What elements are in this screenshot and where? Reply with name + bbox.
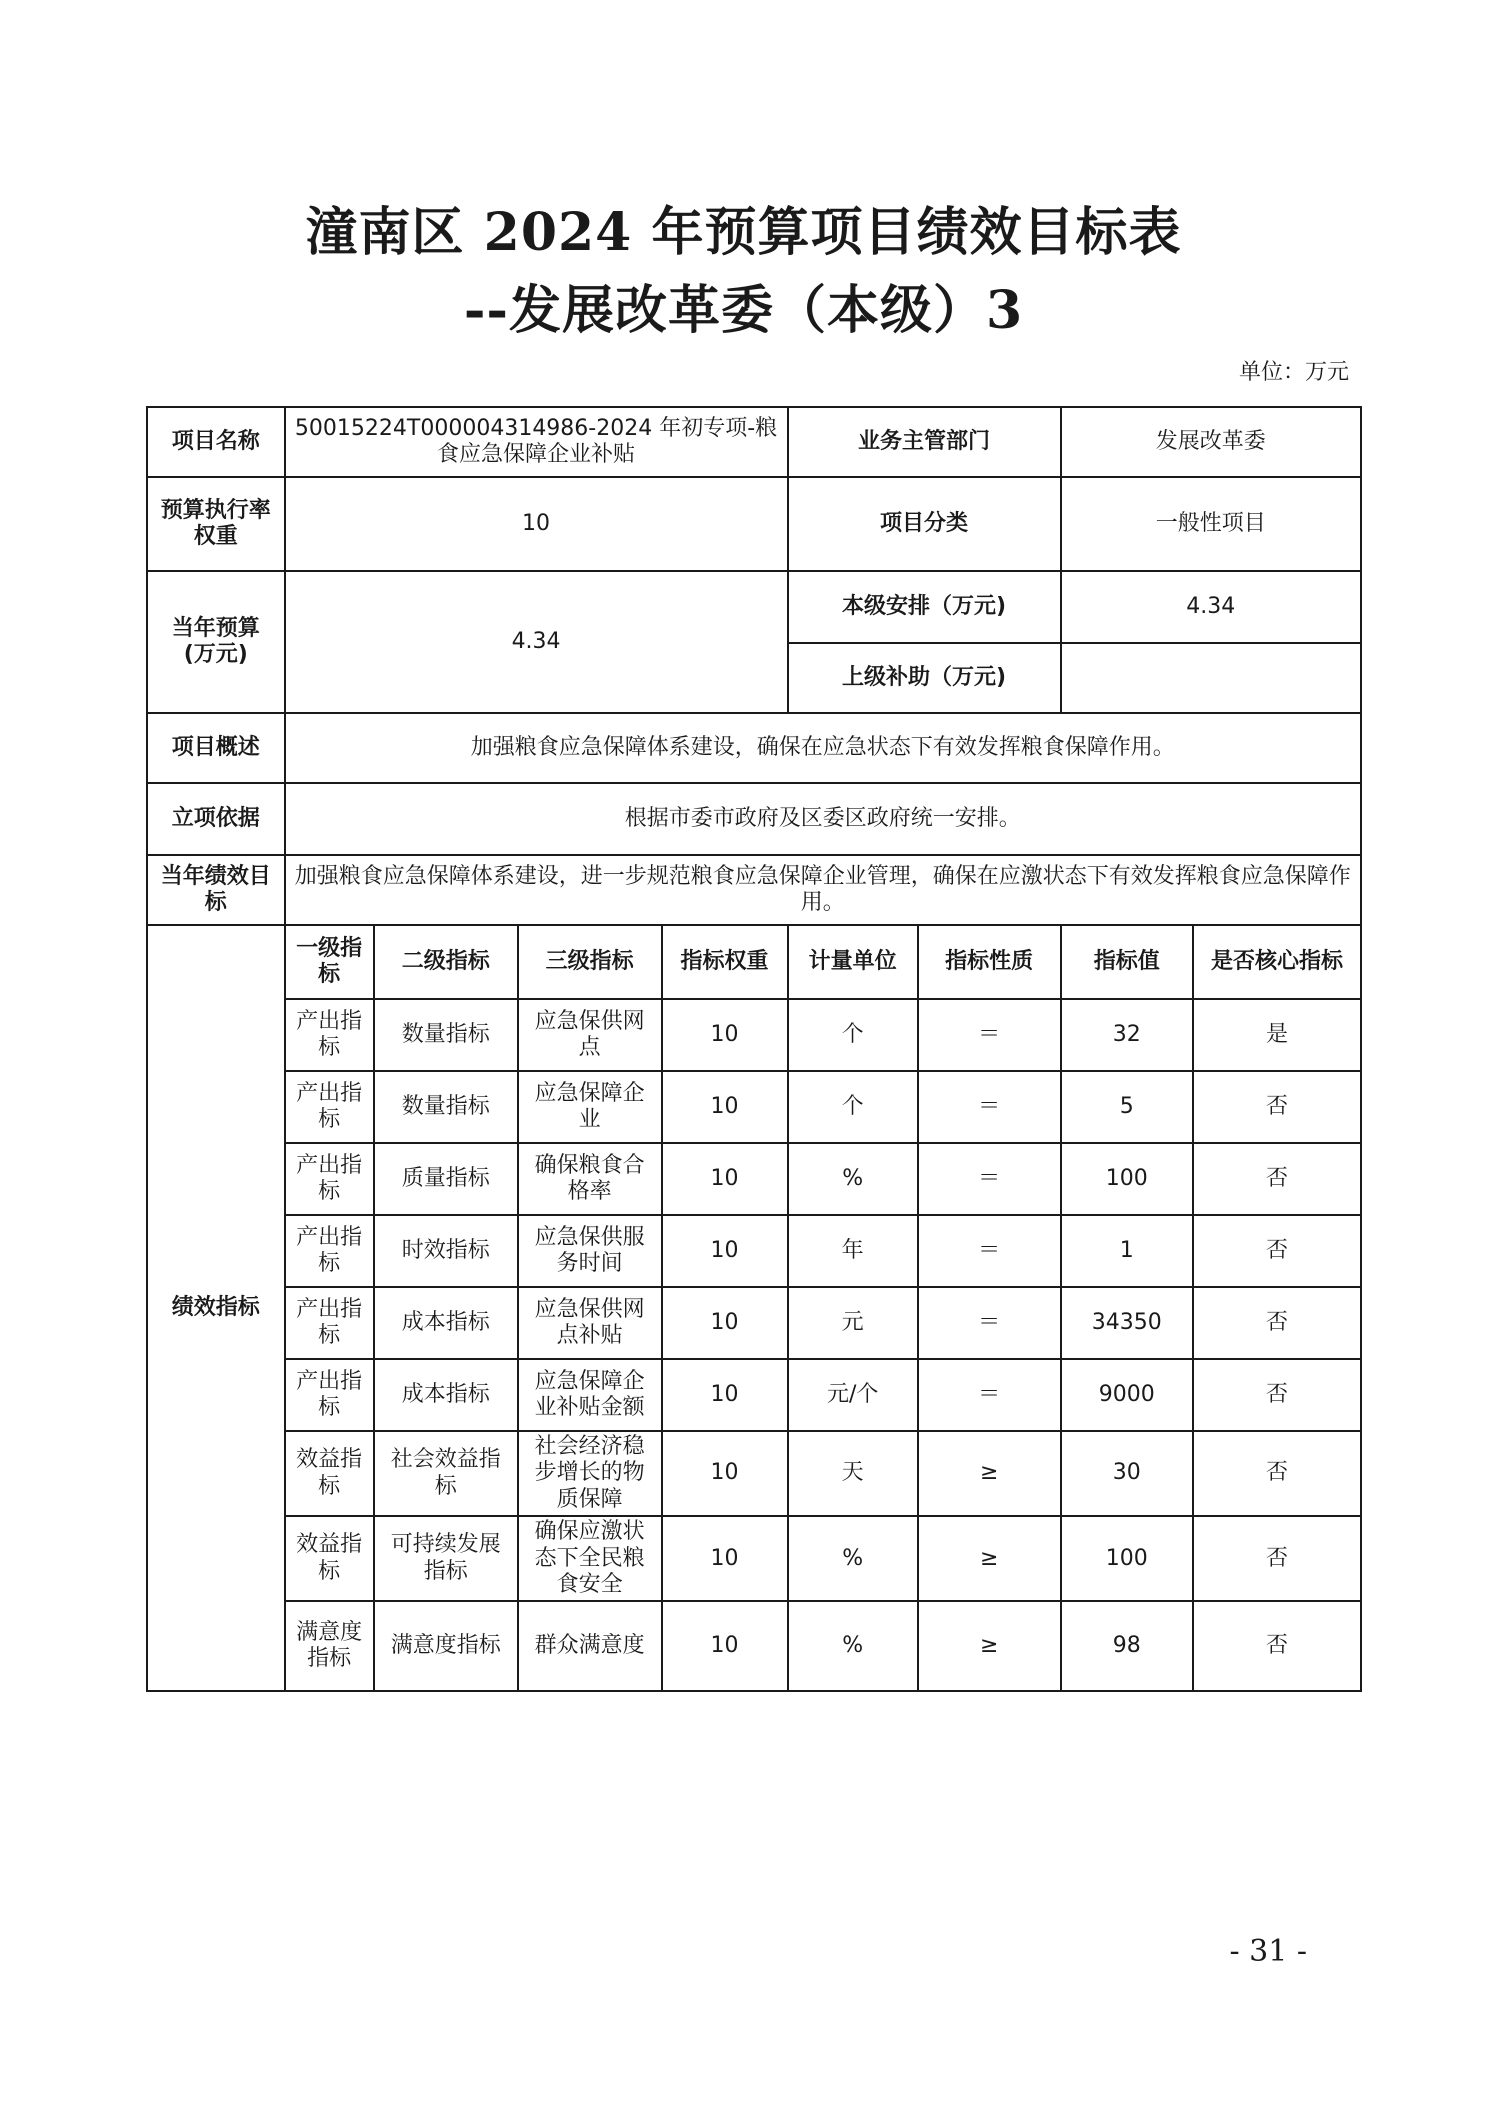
level3-cell: 群众满意度 <box>518 1601 662 1691</box>
overview-value: 加强粮食应急保障体系建设，确保在应急状态下有效发挥粮食保障作用。 <box>285 713 1361 783</box>
core-cell: 否 <box>1193 1516 1361 1601</box>
header-cell: 指标值 <box>1061 925 1193 999</box>
weight-cell: 10 <box>662 1601 788 1691</box>
table-row <box>147 1287 1361 1359</box>
page-number: - 31 - <box>1229 1934 1307 1969</box>
header-cell: 三级指标 <box>518 925 662 999</box>
page-subtitle: --发展改革委（本级）3 <box>463 280 1024 341</box>
level2-cell: 社会效益指标 <box>374 1431 518 1516</box>
header-cell: 指标性质 <box>918 925 1061 999</box>
table-row <box>147 1143 1361 1215</box>
level2-cell: 满意度指标 <box>374 1601 518 1691</box>
core-cell: 否 <box>1193 1287 1361 1359</box>
nature-cell: ＝ <box>918 1359 1061 1431</box>
header-cell: 是否核心指标 <box>1193 925 1361 999</box>
weight-label: 预算执行率权重 <box>147 477 285 571</box>
table-row <box>147 1215 1361 1287</box>
nature-cell: ＝ <box>918 999 1061 1071</box>
core-cell: 否 <box>1193 1601 1361 1691</box>
header-cell: 计量单位 <box>788 925 918 999</box>
level1-cell: 满意度指标 <box>285 1601 374 1691</box>
weight-cell: 10 <box>662 1431 788 1516</box>
unit-cell: 个 <box>788 999 918 1071</box>
nature-cell: ≥ <box>918 1516 1061 1601</box>
unit-label: 单位：万元 <box>1238 360 1349 385</box>
level3-cell: 确保应激状态下全民粮食安全 <box>518 1516 662 1601</box>
level1-cell: 产出指标 <box>285 1287 374 1359</box>
unit-cell: % <box>788 1143 918 1215</box>
weight-cell: 10 <box>662 1287 788 1359</box>
budget-label: 当年预算(万元) <box>147 571 285 713</box>
level2-cell: 数量指标 <box>374 999 518 1071</box>
table-row <box>147 1601 1361 1691</box>
table-row <box>147 1071 1361 1143</box>
unit-cell: 元 <box>788 1287 918 1359</box>
table-row <box>147 999 1361 1071</box>
level3-cell: 社会经济稳步增长的物质保障 <box>518 1431 662 1516</box>
basis-value: 根据市委市政府及区委区政府统一安排。 <box>285 783 1361 855</box>
level1-cell: 产出指标 <box>285 1359 374 1431</box>
value-cell: 100 <box>1061 1516 1193 1601</box>
level2-cell: 数量指标 <box>374 1071 518 1143</box>
core-cell: 否 <box>1193 1359 1361 1431</box>
core-cell: 是 <box>1193 999 1361 1071</box>
value-cell: 1 <box>1061 1215 1193 1287</box>
goal-label: 当年绩效目标 <box>147 855 285 925</box>
value-cell: 100 <box>1061 1143 1193 1215</box>
level2-cell: 时效指标 <box>374 1215 518 1287</box>
dept-value: 发展改革委 <box>1061 407 1361 477</box>
level1-cell: 产出指标 <box>285 1143 374 1215</box>
value-cell: 9000 <box>1061 1359 1193 1431</box>
level3-cell: 应急保供网点补贴 <box>518 1287 662 1359</box>
weight-cell: 10 <box>662 1516 788 1601</box>
basis-label: 立项依据 <box>147 783 285 855</box>
performance-table <box>146 406 1362 1692</box>
table-row <box>147 1431 1361 1516</box>
core-cell: 否 <box>1193 1431 1361 1516</box>
table-row <box>147 1359 1361 1431</box>
category-label: 项目分类 <box>788 477 1061 571</box>
weight-cell: 10 <box>662 1359 788 1431</box>
category-value: 一般性项目 <box>1061 477 1361 571</box>
value-cell: 30 <box>1061 1431 1193 1516</box>
table-row <box>147 1516 1361 1601</box>
nature-cell: ≥ <box>918 1431 1061 1516</box>
unit-cell: 元/个 <box>788 1359 918 1431</box>
unit-cell: 年 <box>788 1215 918 1287</box>
level1-cell: 效益指标 <box>285 1431 374 1516</box>
header-cell: 指标权重 <box>662 925 788 999</box>
page-title: 潼南区 2024 年预算项目绩效目标表 <box>305 202 1182 263</box>
weight-cell: 10 <box>662 1071 788 1143</box>
value-cell: 98 <box>1061 1601 1193 1691</box>
level3-cell: 应急保供网点 <box>518 999 662 1071</box>
unit-cell: % <box>788 1516 918 1601</box>
goal-value: 加强粮食应急保障体系建设，进一步规范粮食应急保障企业管理，确保在应激状态下有效发挥粮食应急保障作用。 <box>285 855 1361 925</box>
core-cell: 否 <box>1193 1215 1361 1287</box>
local-funding-label: 本级安排（万元) <box>788 571 1061 643</box>
nature-cell: ＝ <box>918 1071 1061 1143</box>
budget-value: 4.34 <box>285 571 788 713</box>
header-cell: 二级指标 <box>374 925 518 999</box>
level3-cell: 应急保供服务时间 <box>518 1215 662 1287</box>
level3-cell: 应急保障企业补贴金额 <box>518 1359 662 1431</box>
value-cell: 32 <box>1061 999 1193 1071</box>
level1-cell: 产出指标 <box>285 1215 374 1287</box>
level1-cell: 产出指标 <box>285 1071 374 1143</box>
level2-cell: 质量指标 <box>374 1143 518 1215</box>
core-cell: 否 <box>1193 1071 1361 1143</box>
nature-cell: ＝ <box>918 1143 1061 1215</box>
value-cell: 5 <box>1061 1071 1193 1143</box>
indicators-section-label: 绩效指标 <box>147 925 285 1691</box>
level3-cell: 应急保障企业 <box>518 1071 662 1143</box>
unit-cell: 个 <box>788 1071 918 1143</box>
upper-funding-label: 上级补助（万元) <box>788 643 1061 713</box>
level3-cell: 确保粮食合格率 <box>518 1143 662 1215</box>
weight-cell: 10 <box>662 1143 788 1215</box>
level1-cell: 产出指标 <box>285 999 374 1071</box>
overview-label: 项目概述 <box>147 713 285 783</box>
nature-cell: ＝ <box>918 1287 1061 1359</box>
core-cell: 否 <box>1193 1143 1361 1215</box>
local-funding-value: 4.34 <box>1061 571 1361 643</box>
nature-cell: ＝ <box>918 1215 1061 1287</box>
level2-cell: 成本指标 <box>374 1287 518 1359</box>
value-cell: 34350 <box>1061 1287 1193 1359</box>
weight-cell: 10 <box>662 1215 788 1287</box>
level2-cell: 成本指标 <box>374 1359 518 1431</box>
upper-funding-value <box>1061 643 1361 713</box>
unit-cell: % <box>788 1601 918 1691</box>
dept-label: 业务主管部门 <box>788 407 1061 477</box>
weight-cell: 10 <box>662 999 788 1071</box>
header-cell: 一级指标 <box>285 925 374 999</box>
project-name-label: 项目名称 <box>147 407 285 477</box>
project-name-value: 50015224T000004314986-2024 年初专项-粮食应急保障企业补贴 <box>285 407 788 477</box>
level1-cell: 效益指标 <box>285 1516 374 1601</box>
weight-value: 10 <box>285 477 788 571</box>
nature-cell: ≥ <box>918 1601 1061 1691</box>
level2-cell: 可持续发展指标 <box>374 1516 518 1601</box>
unit-cell: 天 <box>788 1431 918 1516</box>
